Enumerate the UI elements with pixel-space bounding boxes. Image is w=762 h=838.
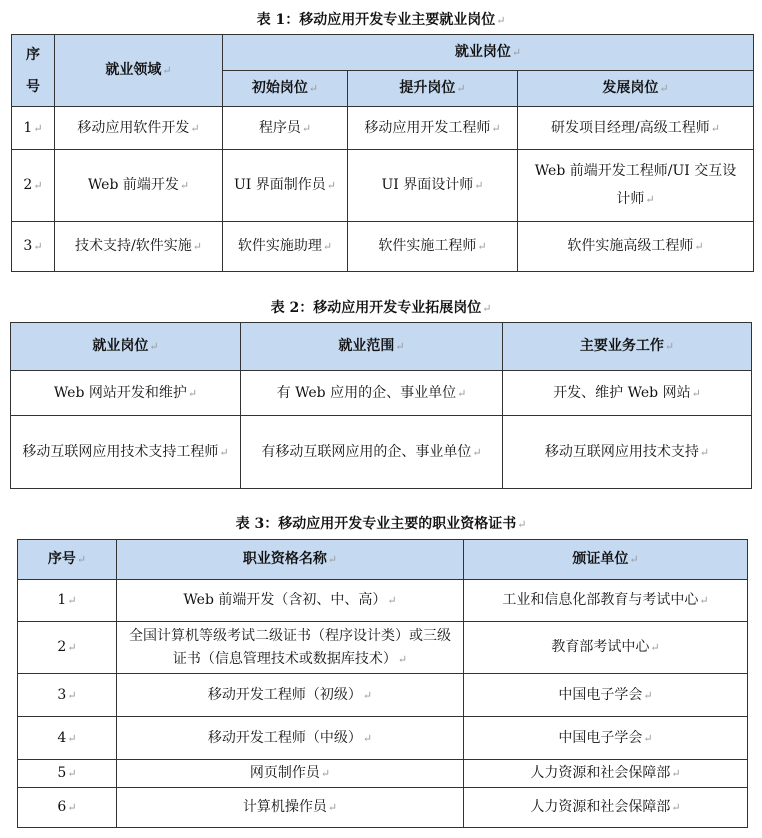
issuer-cell: 人力资源和社会保障部↵ [464,788,748,828]
table-row [12,107,754,150]
promotion-cell: UI 界面设计师↵ [348,150,518,222]
scope-cell: 有移动互联网应用的企、事业单位↵ [241,416,503,489]
position-cell: Web 网站开发和维护↵ [11,371,241,416]
table-row [18,674,748,717]
row-number: 2↵ [12,150,55,222]
initial-cell: UI 界面制作员↵ [223,150,348,222]
scope-header: 就业范围↵ [241,323,503,371]
work-cell: 开发、维护 Web 网站↵ [503,371,752,416]
certificate-name-cell: 网页制作员↵ [117,760,464,788]
table-row [18,788,748,828]
serial-header: 序 号 [12,35,55,107]
position-header: 就业岗位↵ [11,323,241,371]
row-number: 1↵ [18,580,117,622]
table-row [18,760,748,788]
row-number: 3↵ [12,222,55,272]
table3 [17,539,748,828]
field-cell: 移动应用软件开发↵ [55,107,223,150]
field-header: 就业领域↵ [55,35,223,107]
table-row [12,150,754,222]
development-cell: 软件实施高级工程师↵ [518,222,754,272]
table-row [11,371,752,416]
certificate-name-cell: 移动开发工程师（中级）↵ [117,717,464,760]
row-number: 1↵ [12,107,55,150]
promotion-position-header: 提升岗位↵ [348,71,518,107]
certificate-name-header: 职业资格名称↵ [117,540,464,580]
position-group-header: 就业岗位↵ [223,35,754,71]
table-row [11,416,752,489]
initial-cell: 程序员↵ [223,107,348,150]
initial-position-header: 初始岗位↵ [223,71,348,107]
certificate-name-cell: Web 前端开发（含初、中、高）↵ [117,580,464,622]
development-position-header: 发展岗位↵ [518,71,754,107]
table-row [12,222,754,272]
serial-header: 序号↵ [18,540,117,580]
table-row [18,717,748,760]
row-number: 2↵ [18,622,117,674]
field-cell: Web 前端开发↵ [55,150,223,222]
table2-caption: 表 2：移动应用开发专业拓展岗位↵ [270,300,492,316]
position-cell: 移动互联网应用技术支持工程师↵ [11,416,241,489]
issuer-cell: 中国电子学会↵ [464,717,748,760]
initial-cell: 软件实施助理↵ [223,222,348,272]
certificate-name-cell: 移动开发工程师（初级）↵ [117,674,464,717]
certificate-name-cell: 计算机操作员↵ [117,788,464,828]
issuer-cell: 人力资源和社会保障部↵ [464,760,748,788]
development-cell: Web 前端开发工程师/UI 交互设计师↵ [518,150,754,222]
issuer-cell: 工业和信息化部教育与考试中心↵ [464,580,748,622]
certificate-name-cell: 全国计算机等级考试二级证书（程序设计类）或三级证书（信息管理技术或数据库技术）↵ [117,622,464,674]
promotion-cell: 软件实施工程师↵ [348,222,518,272]
work-cell: 移动互联网应用技术支持↵ [503,416,752,489]
row-number: 5↵ [18,760,117,788]
scope-cell: 有 Web 应用的企、事业单位↵ [241,371,503,416]
table1-caption: 表 1：移动应用开发专业主要就业岗位↵ [256,12,506,28]
work-header: 主要业务工作↵ [503,323,752,371]
return-mark-icon: ↵ [496,14,506,27]
issuer-cell: 中国电子学会↵ [464,674,748,717]
table2 [10,322,752,489]
table-row [18,580,748,622]
table-row [18,622,748,674]
row-number: 3↵ [18,674,117,717]
table3-caption: 表 3：移动应用开发专业主要的职业资格证书↵ [235,516,527,532]
table1 [11,34,754,272]
row-number: 6↵ [18,788,117,828]
issuer-header: 颁证单位↵ [464,540,748,580]
row-number: 4↵ [18,717,117,760]
field-cell: 技术支持/软件实施↵ [55,222,223,272]
issuer-cell: 教育部考试中心↵ [464,622,748,674]
development-cell: 研发项目经理/高级工程师↵ [518,107,754,150]
promotion-cell: 移动应用开发工程师↵ [348,107,518,150]
